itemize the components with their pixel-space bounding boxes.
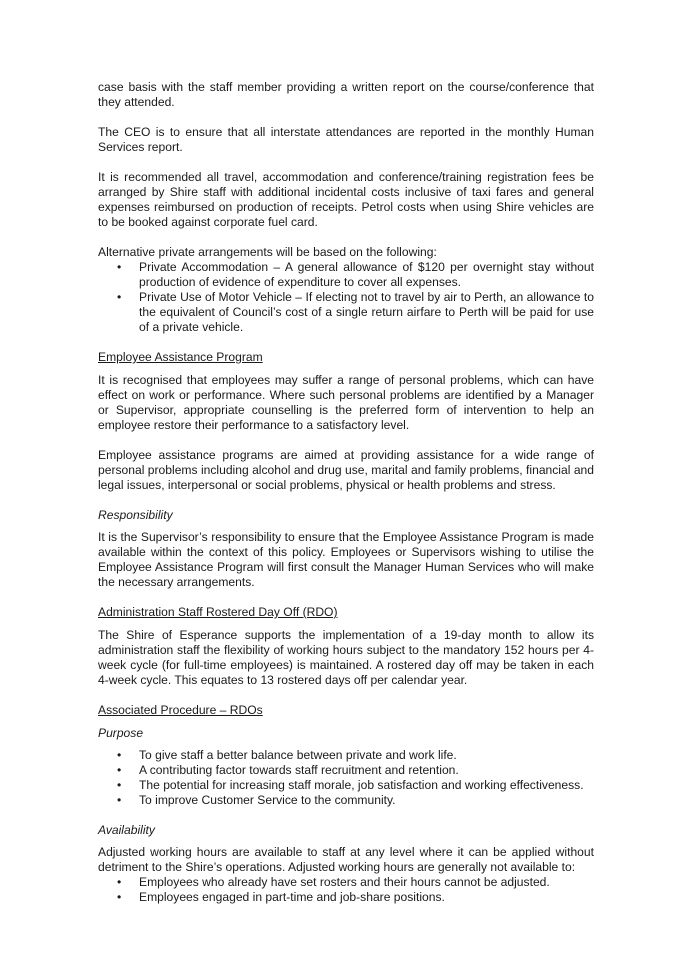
availability-list xyxy=(98,875,594,905)
list-item xyxy=(98,875,594,890)
list-item xyxy=(98,793,594,808)
list-item xyxy=(98,748,594,763)
bullet-glyph: • xyxy=(117,260,122,274)
list-item xyxy=(98,763,594,778)
private-arrangements-list xyxy=(98,260,594,335)
list-item-text: Employees engaged in part-time and job-share positions. xyxy=(139,890,445,904)
bullet-glyph: • xyxy=(117,748,122,762)
list-item xyxy=(98,290,594,335)
intro-paragraph-1: case basis with the staff member providing a written report on the course/conference that they attended. xyxy=(98,80,594,109)
list-item-text: The potential for increasing staff morale, job satisfaction and working effectiveness. xyxy=(139,778,584,792)
list-item xyxy=(98,890,594,905)
eap-paragraph-2: Employee assistance programs are aimed at providing assistance for a wide range of personal problems including alcohol and drug use, marital and family problems, financial and legal issues, interpersonal or social problems, physical or health problems and stress. xyxy=(98,448,594,492)
purpose-list xyxy=(98,748,594,808)
bullet-glyph: • xyxy=(117,778,122,792)
intro-paragraph-3: It is recommended all travel, accommodation and conference/training registration fees be arranged by Shire staff with additional incidental costs inclusive of taxi fares and general expenses reimbursed on production of receipts. Petrol costs when using Shire vehicles are to be booked against corporate fuel card. xyxy=(98,170,594,229)
rdo-paragraph: The Shire of Esperance supports the implementation of a 19-day month to allow its administration staff the flexibility of working hours subject to the mandatory 152 hours per 4-week cycle (for full-time employees) is maintained. A rostered day off may be taken in each 4-week cycle. This equates to 13 rostered days off per calendar year. xyxy=(98,628,594,687)
list-item xyxy=(98,260,594,290)
list-item-text: To give staff a better balance between private and work life. xyxy=(139,748,457,762)
list-item-text: A contributing factor towards staff recruitment and retention. xyxy=(139,763,459,777)
bullet-glyph: • xyxy=(117,290,122,304)
document-page xyxy=(98,80,594,905)
purpose-heading: Purpose xyxy=(98,726,144,740)
bullet-glyph: • xyxy=(117,890,122,904)
responsibility-heading: Responsibility xyxy=(98,508,173,522)
list-item-text: Private Accommodation – A general allowance of $120 per overnight stay without production of evidence of expenditure to cover all expenses. xyxy=(139,260,594,289)
availability-paragraph: Adjusted working hours are available to staff at any level where it can be applied without detriment to the Shire’s operations. Adjusted working hours are generally not available to: xyxy=(98,845,594,874)
list-item-text: Employees who already have set rosters and their hours cannot be adjusted. xyxy=(139,875,550,889)
intro-paragraph-2: The CEO is to ensure that all interstate attendances are reported in the monthly Human Services report. xyxy=(98,125,594,154)
bullet-glyph: • xyxy=(117,793,122,807)
eap-heading: Employee Assistance Program xyxy=(98,350,263,364)
list-item xyxy=(98,778,594,793)
list-item-text: Private Use of Motor Vehicle – If electing not to travel by air to Perth, an allowance to the equivalent of Council’s cost of a single return airfare to Perth will be paid for use of a private vehicle. xyxy=(139,290,594,334)
procedure-heading: Associated Procedure – RDOs xyxy=(98,703,263,717)
list-item-text: To improve Customer Service to the community. xyxy=(139,793,396,807)
availability-heading: Availability xyxy=(98,823,155,837)
rdo-heading: Administration Staff Rostered Day Off (RDO) xyxy=(98,605,338,619)
responsibility-paragraph: It is the Supervisor’s responsibility to ensure that the Employee Assistance Program is made available within the context of this policy. Employees or Supervisors wishing to utilise the Employee Assistance Program will first consult the Manager Human Services who will make the necessary arrangements. xyxy=(98,530,594,589)
intro-paragraph-4: Alternative private arrangements will be based on the following: xyxy=(98,245,437,259)
bullet-glyph: • xyxy=(117,763,122,777)
bullet-glyph: • xyxy=(117,875,122,889)
eap-paragraph-1: It is recognised that employees may suffer a range of personal problems, which can have effect on work or performance. Where such personal problems are identified by a Manager or Supervisor, appropriate counselling is the preferred form of intervention to help an employee restore their performance to a satisfactory level. xyxy=(98,373,594,432)
